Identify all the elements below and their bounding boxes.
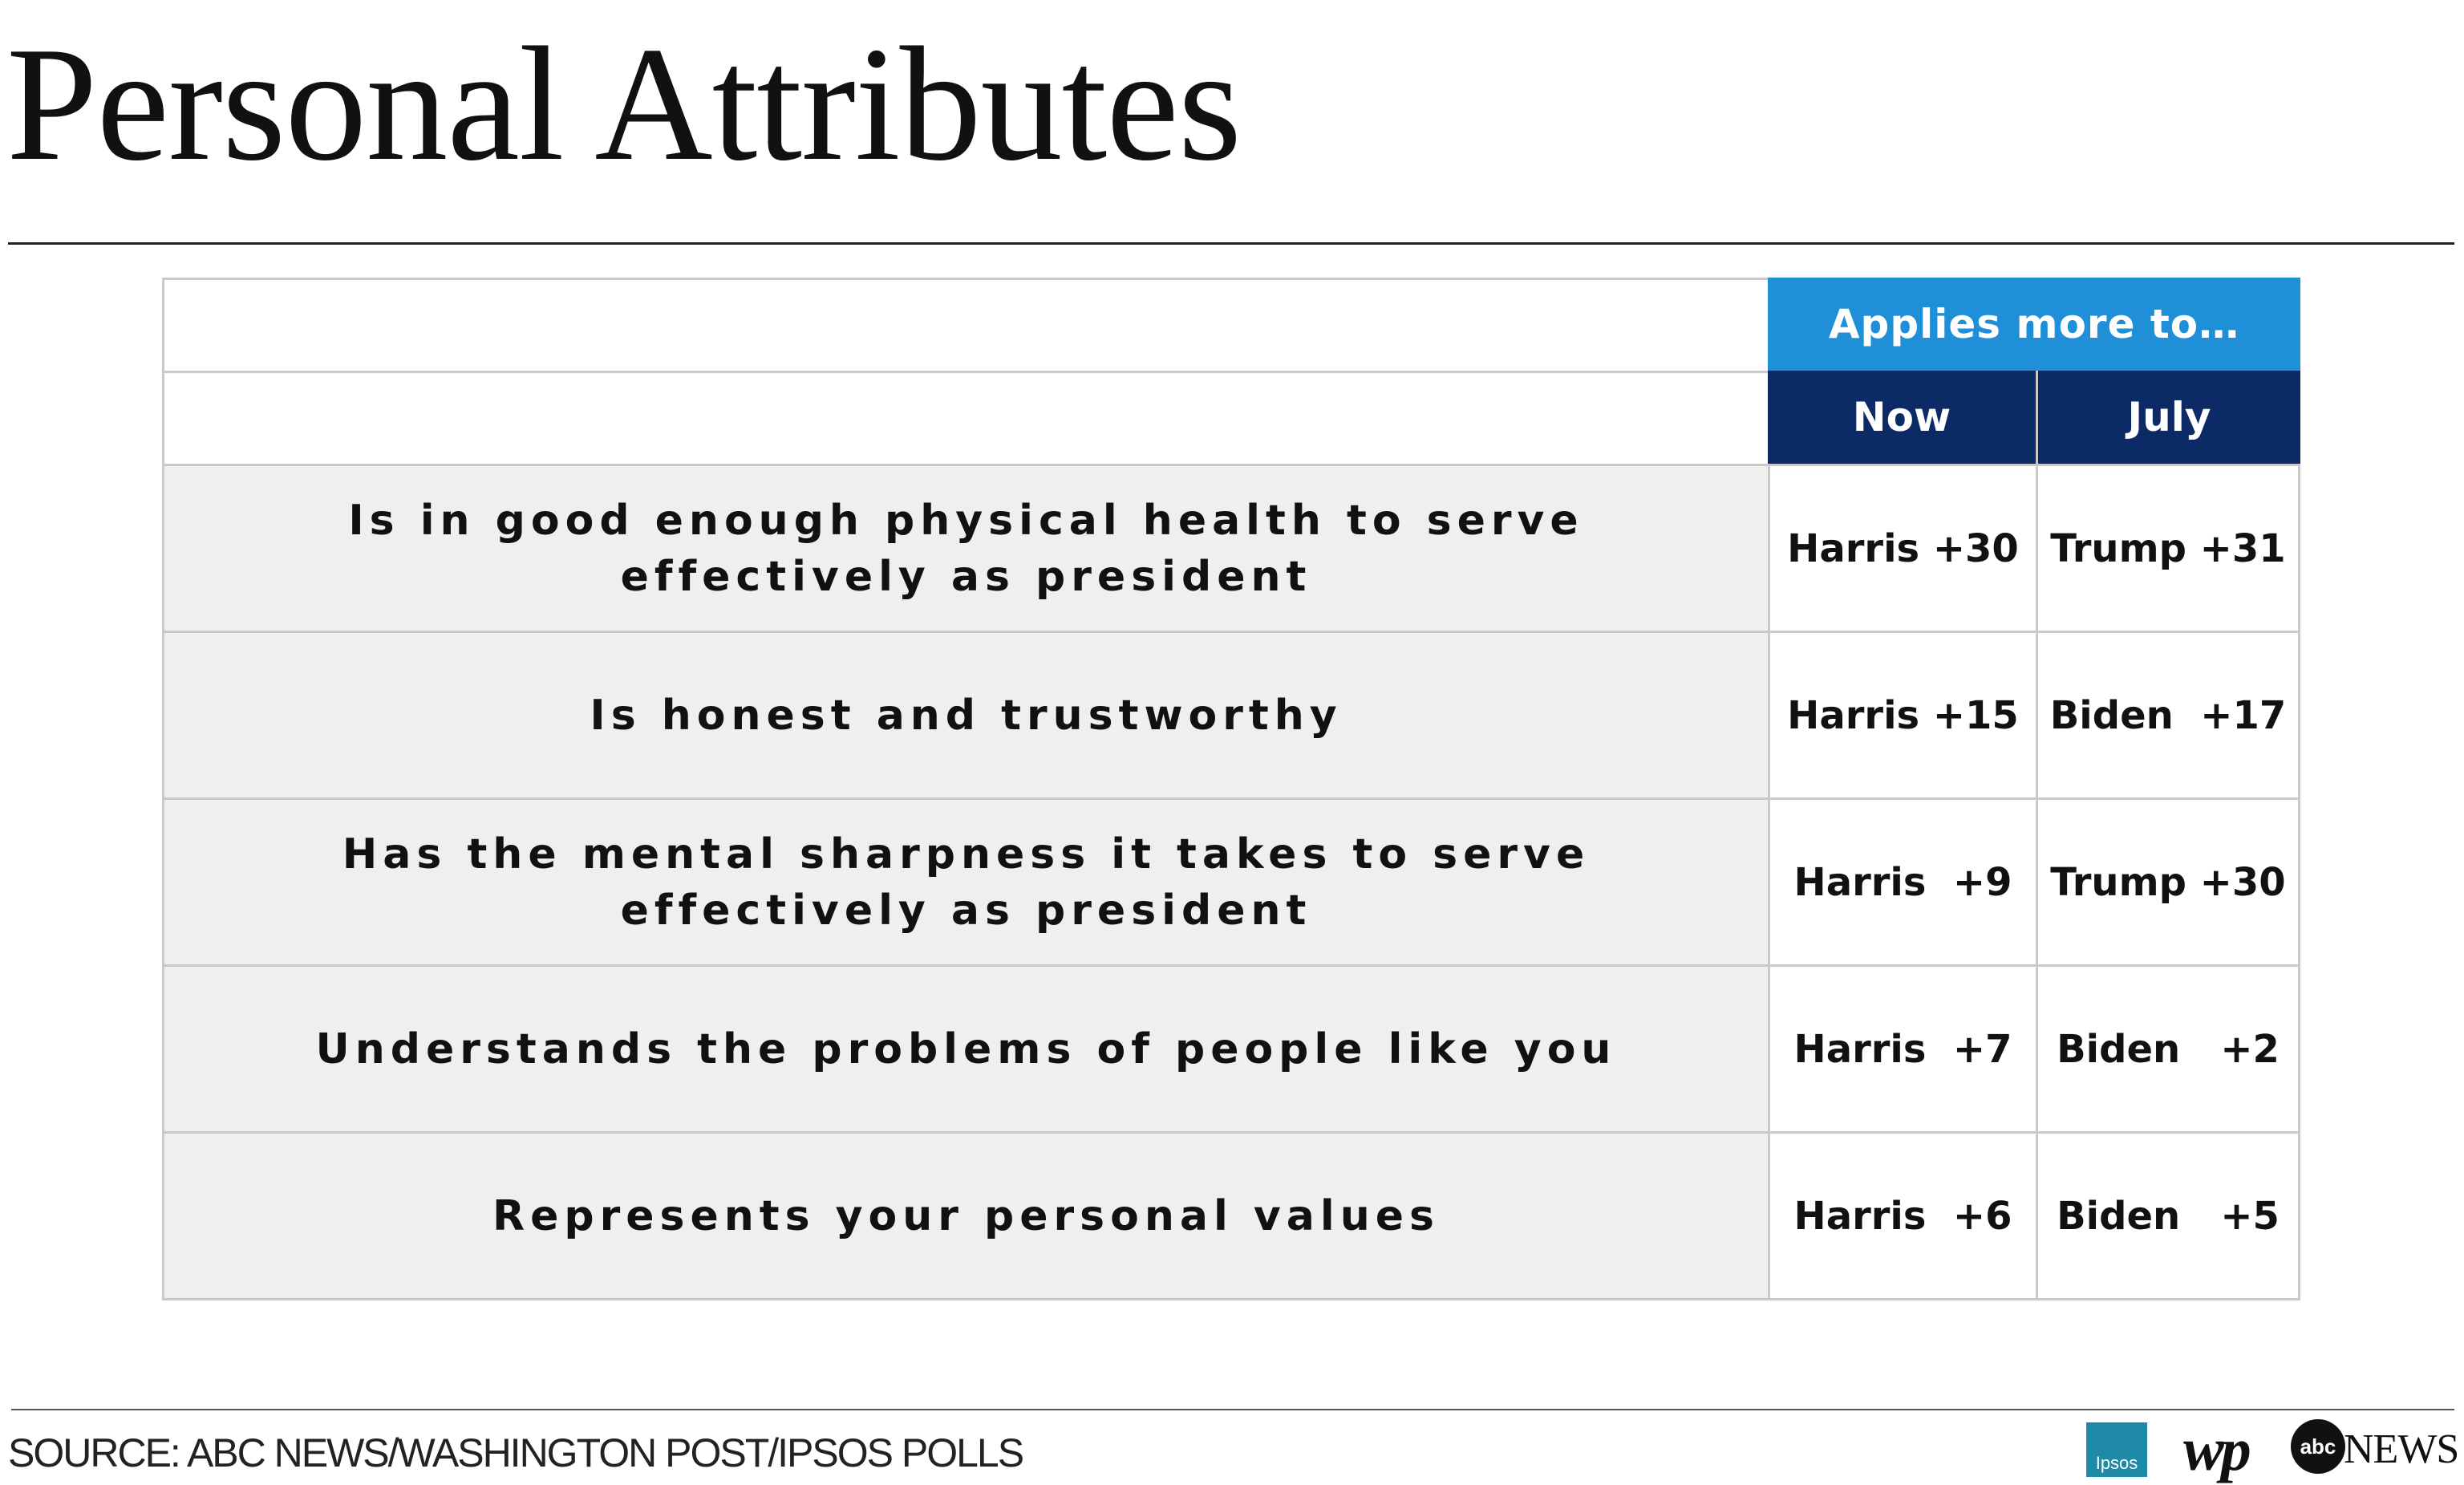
value-now: Harris +30 [1768,464,2038,633]
header-blank-sub [162,371,1770,466]
ipsos-logo: Ipsos [2086,1422,2147,1477]
abc-logo-icon: abc [2291,1419,2345,1474]
attributes-table [162,278,2300,1296]
value-july: Biden +5 [2036,1131,2300,1300]
value-july: Trump +30 [2036,797,2300,967]
title-divider [8,242,2454,245]
abc-news-wordmark: NEWS [2344,1426,2459,1472]
value-now: Harris +7 [1768,964,2038,1134]
chart-title: Personal Attributes [6,14,1242,195]
header-group-applies-more-to: Applies more to… [1768,278,2300,371]
attribute-label: Understands the problems of people like you [162,964,1770,1134]
column-header-july: July [2036,371,2300,464]
attribute-label: Has the mental sharpness it takes to serve effectively as president [162,797,1770,967]
value-now: Harris +6 [1768,1131,2038,1300]
attribute-label: Is honest and trustworthy [162,631,1770,800]
attribute-label: Represents your personal values [162,1131,1770,1300]
footer-divider [11,1409,2454,1410]
value-july: Trump +31 [2036,464,2300,633]
source-note: SOURCE: ABC NEWS/WASHINGTON POST/IPSOS POLLS [8,1430,1023,1475]
washington-post-logo: wp [2183,1416,2248,1483]
value-now: Harris +9 [1768,797,2038,967]
column-header-now: Now [1768,371,2036,464]
attribute-label: Is in good enough physical health to serve effectively as president [162,464,1770,633]
header-blank-top [162,278,1770,373]
value-july: Biden +17 [2036,631,2300,800]
value-now: Harris +15 [1768,631,2038,800]
value-july: Biden +2 [2036,964,2300,1134]
